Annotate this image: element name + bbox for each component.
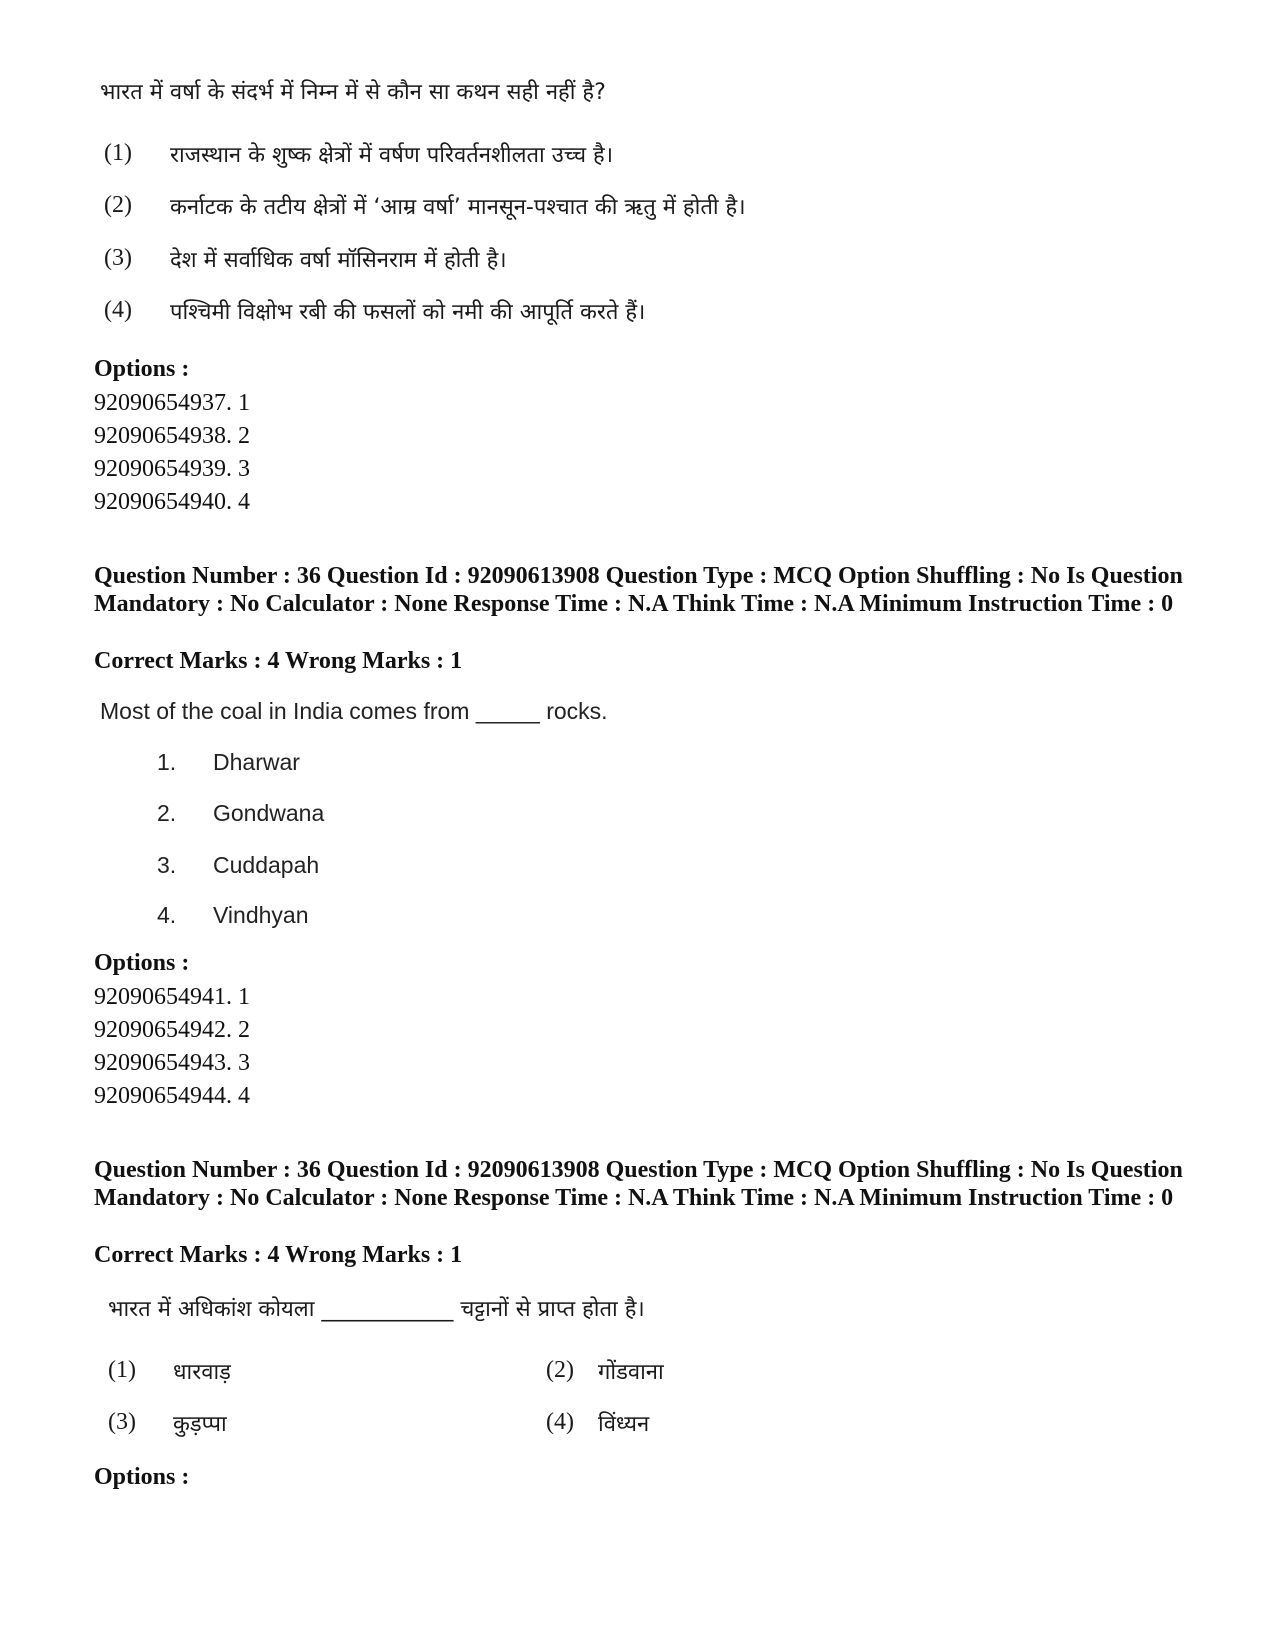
q35-option-1: 92090654937. 1 (94, 390, 250, 416)
q36-en-options-heading: Options : (94, 950, 190, 976)
q36-en-option-3: 92090654943. 3 (94, 1050, 250, 1076)
q36-hi-question-text (108, 1293, 645, 1323)
q36-hi-metadata: Question Number : 36 Question Id : 92090613908 Question Type : MCQ Option Shuffling : No Is Question Mandatory : No Calculator : None Response Time : N.A Think Time : N.A Minimum Instruction Time : 0 (94, 1157, 1183, 1211)
q36-en-question-after: rocks. (546, 698, 608, 724)
q35-option-4: 92090654940. 4 (94, 489, 250, 515)
q36-en-choice-number: 4. (157, 902, 177, 928)
q36-hi-choice-text: विंध्यन (598, 1412, 650, 1437)
q35-option-2: 92090654938. 2 (94, 423, 250, 449)
q36-hi-question-before: भारत में अधिकांश कोयला (108, 1297, 315, 1322)
q35-statement-text: पश्चिमी विक्षोभ रबी की फसलों को नमी की आपूर्ति करते हैं। (170, 300, 646, 325)
q35-statement-number: (1) (104, 140, 132, 166)
q36-en-option-2: 92090654942. 2 (94, 1017, 250, 1043)
q35-question-text: भारत में वर्षा के संदर्भ में निम्न में से कौन सा कथन सही नहीं है? (100, 80, 606, 105)
q35-statement-number: (3) (104, 245, 132, 271)
q35-statement-text: राजस्थान के शुष्क क्षेत्रों में वर्षण परिवर्तनशीलता उच्च है। (170, 143, 614, 168)
q36-en-choice-number: 3. (157, 852, 177, 878)
q36-en-choice-text: Vindhyan (213, 902, 309, 928)
q36-hi-choice-number: (3) (108, 1409, 136, 1435)
q36-hi-choice-text: कुड़प्पा (173, 1412, 227, 1437)
q36-en-choice-text: Cuddapah (213, 852, 320, 878)
q36-en-question-blank: _____ (475, 698, 540, 724)
q36-en-choice-text: Gondwana (213, 800, 325, 826)
q36-en-marks: Correct Marks : 4 Wrong Marks : 1 (94, 648, 463, 674)
q36-hi-question-blank: ____________ (321, 1297, 454, 1322)
q36-hi-choice-number: (1) (108, 1357, 136, 1383)
q36-hi-options-heading: Options : (94, 1464, 190, 1490)
q36-en-question-text (100, 698, 608, 725)
q36-hi-choice-number: (2) (546, 1357, 574, 1383)
q36-hi-choice-text: धारवाड़ (173, 1360, 231, 1385)
q35-statement-text: देश में सर्वाधिक वर्षा मॉसिनराम में होती है। (170, 248, 507, 273)
q36-en-choice-number: 1. (157, 749, 177, 775)
q35-statement-text: कर्नाटक के तटीय क्षेत्रों में ‘आम्र वर्षा’ मानसून-पश्चात की ऋतु में होती है। (170, 195, 746, 220)
q36-hi-marks: Correct Marks : 4 Wrong Marks : 1 (94, 1242, 463, 1268)
q36-hi-choice-number: (4) (546, 1409, 574, 1435)
q35-options-heading: Options : (94, 356, 190, 382)
q36-en-choice-text: Dharwar (213, 749, 300, 775)
q36-en-metadata: Question Number : 36 Question Id : 92090613908 Question Type : MCQ Option Shuffling : No Is Question Mandatory : No Calculator : None Response Time : N.A Think Time : N.A Minimum Instruction Time : 0 (94, 563, 1183, 617)
q36-en-option-4: 92090654944. 4 (94, 1083, 250, 1109)
q36-hi-choice-text: गोंडवाना (598, 1360, 664, 1385)
q35-option-3: 92090654939. 3 (94, 456, 250, 482)
q36-en-question-before: Most of the coal in India comes from (100, 698, 470, 724)
q35-statement-number: (4) (104, 297, 132, 323)
q35-statement-number: (2) (104, 192, 132, 218)
q36-hi-question-after: चट्टानों से प्राप्त होता है। (460, 1297, 645, 1322)
q36-en-choice-number: 2. (157, 800, 177, 826)
q36-en-option-1: 92090654941. 1 (94, 984, 250, 1010)
